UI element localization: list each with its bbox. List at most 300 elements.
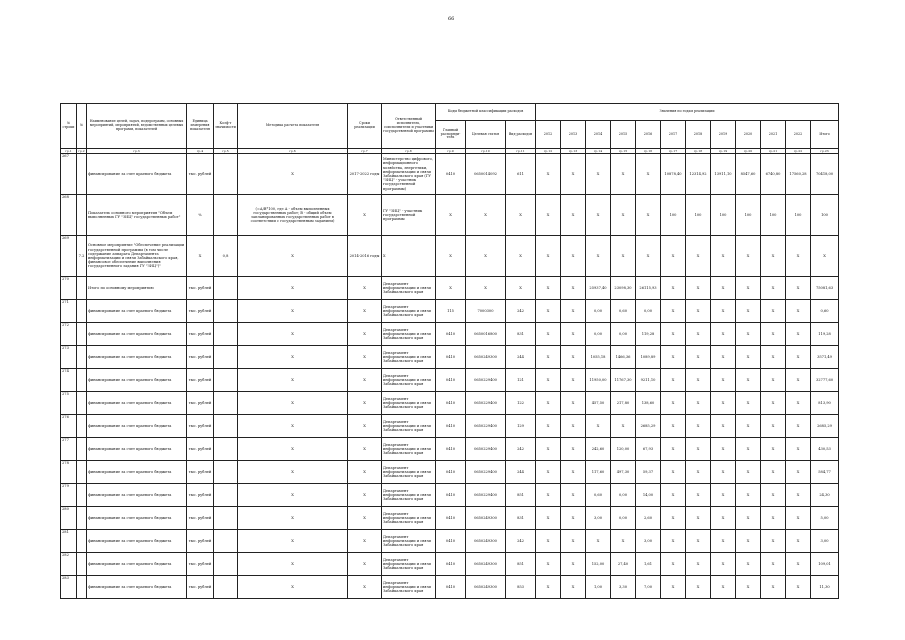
year-value-cell: Х <box>711 369 736 392</box>
year-value-cell: Х <box>536 438 561 461</box>
year-value-cell: Х <box>711 346 736 369</box>
year-value-cell: 2685,29 <box>811 415 839 438</box>
year-value-cell: Х <box>786 576 811 599</box>
method-cell: Х <box>238 438 348 461</box>
header-target: Целевая статья <box>466 121 506 149</box>
year-value-cell: 119,28 <box>811 323 839 346</box>
year-value-cell: Х <box>761 415 786 438</box>
unit-cell: тыс. рублей <box>187 576 214 599</box>
year-value-cell: Х <box>661 461 686 484</box>
year-value-cell: 100 <box>736 195 761 236</box>
header-grbs: Главный распоряди-тель <box>436 121 466 149</box>
year-value-cell: Х <box>561 300 586 323</box>
grbs-cell: 0410 <box>436 415 466 438</box>
method-cell: Х <box>238 346 348 369</box>
term-cell: Х <box>348 553 382 576</box>
header-year: 2017 <box>661 121 686 149</box>
item-number <box>77 484 87 507</box>
header-no: № <box>77 104 87 149</box>
header-method: Методика расчета показателя <box>238 104 348 149</box>
target-cell: 0650249300 <box>466 553 506 576</box>
coef-cell: 0,8 <box>214 236 238 277</box>
header-unit: Единица измерения показателя <box>187 104 214 149</box>
year-value-cell: Х <box>636 236 661 277</box>
term-cell: Х <box>348 438 382 461</box>
column-number: гр.10 <box>466 149 506 154</box>
table-body <box>61 154 839 599</box>
exp-cell: Х <box>506 277 536 300</box>
year-value-cell: Х <box>686 438 711 461</box>
year-value-cell: 584,77 <box>811 461 839 484</box>
column-number: гр.9 <box>436 149 466 154</box>
coef-cell <box>214 576 238 599</box>
grbs-cell: 0410 <box>436 392 466 415</box>
target-cell: 0650249300 <box>466 507 506 530</box>
unit-cell: тыс. рублей <box>187 438 214 461</box>
year-value-cell: Х <box>686 576 711 599</box>
year-value-cell: Х <box>611 154 636 195</box>
year-value-cell: Х <box>536 300 561 323</box>
target-cell: 0650229400 <box>466 392 506 415</box>
year-value-cell: Х <box>561 553 586 576</box>
table-row <box>61 346 839 369</box>
year-value-cell: Х <box>536 415 561 438</box>
year-value-cell: 26115,93 <box>636 277 661 300</box>
header-year: Итого <box>811 121 839 149</box>
coef-cell <box>214 507 238 530</box>
year-value-cell: Х <box>761 484 786 507</box>
unit-cell: тыс. рублей <box>187 369 214 392</box>
year-value-cell: 14,00 <box>636 484 661 507</box>
target-cell: Х <box>466 236 506 277</box>
exp-cell: 851 <box>506 484 536 507</box>
year-value-cell: 2685,29 <box>636 415 661 438</box>
table-row <box>61 438 839 461</box>
row-number: 273 <box>61 346 77 369</box>
year-value-cell: Х <box>536 553 561 576</box>
coef-cell <box>214 530 238 553</box>
grbs-cell: Х <box>436 195 466 236</box>
executor-cell: Департамент информатизации и связи Забайкальского края <box>382 461 436 484</box>
year-value-cell: Х <box>761 236 786 277</box>
column-number: гр.12 <box>536 149 561 154</box>
year-value-cell: 138,60 <box>636 392 661 415</box>
year-value-cell: Х <box>586 154 611 195</box>
year-value-cell: Х <box>711 507 736 530</box>
header-term: Сроки реализации <box>348 104 382 149</box>
exp-cell: Х <box>506 236 536 277</box>
year-value-cell: 0,00 <box>586 300 611 323</box>
header-year: 2012 <box>536 121 561 149</box>
term-cell: Х <box>348 392 382 415</box>
exp-cell: Х <box>506 195 536 236</box>
table-row <box>61 484 839 507</box>
year-value-cell: 8547,60 <box>736 154 761 195</box>
item-number <box>77 346 87 369</box>
row-number: 280 <box>61 507 77 530</box>
year-value-cell: Х <box>761 576 786 599</box>
year-value-cell: 120,00 <box>611 438 636 461</box>
term-cell: 2017-2022 годы <box>348 154 382 195</box>
year-value-cell: Х <box>611 195 636 236</box>
year-value-cell: Х <box>586 236 611 277</box>
year-value-cell: Х <box>686 323 711 346</box>
grbs-cell: 0410 <box>436 369 466 392</box>
year-value-cell: Х <box>661 346 686 369</box>
method-cell: Х <box>238 300 348 323</box>
year-value-cell: Х <box>736 507 761 530</box>
year-value-cell: Х <box>761 323 786 346</box>
year-value-cell: Х <box>736 392 761 415</box>
grbs-cell: 0410 <box>436 346 466 369</box>
year-value-cell: 1466,36 <box>611 346 636 369</box>
year-value-cell: Х <box>536 392 561 415</box>
term-cell: Х <box>348 277 382 300</box>
term-cell: Х <box>348 195 382 236</box>
item-name: финансирование за счет краевого бюджета <box>87 461 187 484</box>
item-number <box>77 323 87 346</box>
year-value-cell: Х <box>736 530 761 553</box>
year-value-cell: Х <box>686 461 711 484</box>
year-value-cell: Х <box>661 530 686 553</box>
header-year: 2020 <box>736 121 761 149</box>
term-cell: Х <box>348 576 382 599</box>
item-number <box>77 300 87 323</box>
year-value-cell: Х <box>686 236 711 277</box>
year-value-cell: Х <box>561 461 586 484</box>
year-value-cell: Х <box>786 415 811 438</box>
header-executor: Ответственный исполнитель, соисполнители и участники государственной программы <box>382 104 436 149</box>
year-value-cell: Х <box>561 236 586 277</box>
year-value-cell: 3,00 <box>811 530 839 553</box>
exp-cell: 129 <box>506 415 536 438</box>
target-cell: 0650229400 <box>466 415 506 438</box>
column-number: гр.18 <box>686 149 711 154</box>
year-value-cell: 217,80 <box>611 392 636 415</box>
method-cell: Х <box>238 484 348 507</box>
year-value-cell: 0,00 <box>586 323 611 346</box>
year-value-cell: 7,00 <box>636 576 661 599</box>
executor-cell: ГУ "ЗИЦ" - участник государственной программы <box>382 195 436 236</box>
year-value-cell: Х <box>661 438 686 461</box>
year-value-cell: Х <box>736 576 761 599</box>
method-cell: Х <box>238 461 348 484</box>
year-value-cell: Х <box>786 507 811 530</box>
year-value-cell: Х <box>586 195 611 236</box>
term-cell: Х <box>348 369 382 392</box>
unit-cell: Х <box>187 236 214 277</box>
year-value-cell: Х <box>761 300 786 323</box>
unit-cell: тыс. рублей <box>187 461 214 484</box>
table-row <box>61 195 839 236</box>
coef-cell <box>214 346 238 369</box>
coef-cell <box>214 369 238 392</box>
table-row <box>61 154 839 195</box>
exp-cell: 242 <box>506 300 536 323</box>
year-value-cell: 0,60 <box>586 484 611 507</box>
item-name: финансирование за счет краевого бюджета <box>87 576 187 599</box>
header-name: Наименование целей, задач, подпрограмм, основных мероприятий, мероприятий, ведомственных целевых программ, показателей <box>87 104 187 149</box>
year-value-cell: Х <box>636 195 661 236</box>
year-value-cell: Х <box>786 236 811 277</box>
year-value-cell: Х <box>561 346 586 369</box>
target-cell: 0650016800 <box>466 323 506 346</box>
year-value-cell: Х <box>711 277 736 300</box>
year-value-cell: Х <box>761 461 786 484</box>
year-value-cell: Х <box>661 392 686 415</box>
executor-cell: Департамент информатизации и связи Забайкальского края <box>382 346 436 369</box>
year-value-cell: 11950,00 <box>586 369 611 392</box>
exp-cell: 242 <box>506 438 536 461</box>
year-value-cell: Х <box>786 484 811 507</box>
grbs-cell: 0410 <box>436 553 466 576</box>
grbs-cell: 0410 <box>436 154 466 195</box>
item-name: финансирование за счет краевого бюджета <box>87 438 187 461</box>
year-value-cell: Х <box>786 392 811 415</box>
executor-cell: Департамент информатизации и связи Забайкальского края <box>382 507 436 530</box>
year-value-cell: Х <box>536 346 561 369</box>
year-value-cell: Х <box>686 369 711 392</box>
method-cell: Х <box>238 392 348 415</box>
item-number <box>77 438 87 461</box>
term-cell: Х <box>348 323 382 346</box>
year-value-cell: Х <box>711 438 736 461</box>
row-number: 278 <box>61 461 77 484</box>
year-value-cell: 0,00 <box>636 300 661 323</box>
unit-cell: тыс. рублей <box>187 154 214 195</box>
year-value-cell: Х <box>536 236 561 277</box>
year-value-cell: Х <box>611 415 636 438</box>
item-number: 7.2 <box>77 236 87 277</box>
item-name: финансирование за счет краевого бюджета <box>87 484 187 507</box>
column-number: гр.20 <box>736 149 761 154</box>
table-row <box>61 415 839 438</box>
executor-cell: Департамент информатизации и связи Забайкальского края <box>382 438 436 461</box>
year-value-cell: Х <box>661 277 686 300</box>
year-value-cell: Х <box>786 346 811 369</box>
year-value-cell: Х <box>761 346 786 369</box>
header-values-group: Значения по годам реализации <box>536 104 839 121</box>
year-value-cell: Х <box>661 369 686 392</box>
executor-cell: Департамент информатизации и связи Забайкальского края <box>382 392 436 415</box>
year-value-cell: Х <box>561 507 586 530</box>
target-cell: 0650229400 <box>466 484 506 507</box>
row-number: 277 <box>61 438 77 461</box>
year-value-cell: Х <box>711 323 736 346</box>
item-name: финансирование за счет краевого бюджета <box>87 300 187 323</box>
year-value-cell: 25937,40 <box>586 277 611 300</box>
row-number: 283 <box>61 576 77 599</box>
unit-cell: тыс. рублей <box>187 553 214 576</box>
executor-cell: Департамент информатизации и связи Забайкальского края <box>382 415 436 438</box>
header-year: 2021 <box>761 121 786 149</box>
executor-cell: Министерство цифрового, информационного хозяйства, энергетики, информатизации и связи Забайкальского края (ГУ "ЗИЦ" - участник государственной программы) <box>382 154 436 195</box>
year-value-cell: Х <box>711 530 736 553</box>
header-year: 2018 <box>686 121 711 149</box>
term-cell: Х <box>348 484 382 507</box>
unit-cell: тыс. рублей <box>187 392 214 415</box>
method-cell: Х <box>238 507 348 530</box>
column-number: гр.14 <box>586 149 611 154</box>
year-value-cell: Х <box>786 369 811 392</box>
unit-cell: тыс. рублей <box>187 300 214 323</box>
year-value-cell: Х <box>786 553 811 576</box>
unit-cell: тыс. рублей <box>187 484 214 507</box>
year-value-cell: Х <box>536 484 561 507</box>
year-value-cell: 0,00 <box>611 323 636 346</box>
year-value-cell: 1089,89 <box>636 346 661 369</box>
year-value-cell: 119,28 <box>636 323 661 346</box>
item-name: финансирование за счет краевого бюджета <box>87 346 187 369</box>
year-value-cell: 6740,80 <box>761 154 786 195</box>
column-number: гр.21 <box>761 149 786 154</box>
item-number <box>77 553 87 576</box>
executor-cell: Департамент информатизации и связи Забайкальского края <box>382 484 436 507</box>
year-value-cell: Х <box>761 369 786 392</box>
year-value-cell: Х <box>661 576 686 599</box>
exp-cell: 611 <box>506 154 536 195</box>
year-value-cell: Х <box>736 236 761 277</box>
column-number: гр.7 <box>348 149 382 154</box>
year-value-cell: Х <box>736 277 761 300</box>
year-value-cell: Х <box>786 438 811 461</box>
item-number <box>77 369 87 392</box>
term-cell: Х <box>348 300 382 323</box>
year-value-cell: Х <box>561 392 586 415</box>
year-value-cell: 430,53 <box>811 438 839 461</box>
method-cell: Х <box>238 553 348 576</box>
coef-cell <box>214 277 238 300</box>
grbs-cell: 115 <box>436 300 466 323</box>
target-cell: 0650249300 <box>466 530 506 553</box>
year-value-cell: 3571,49 <box>811 346 839 369</box>
year-value-cell: 32777,60 <box>811 369 839 392</box>
term-cell: Х <box>348 530 382 553</box>
year-value-cell: Х <box>761 530 786 553</box>
year-value-cell: Х <box>711 300 736 323</box>
target-cell: 7000300 <box>466 300 506 323</box>
year-value-cell: 17560,28 <box>786 154 811 195</box>
year-value-cell: Х <box>761 392 786 415</box>
year-value-cell: Х <box>536 154 561 195</box>
year-value-cell: 497,30 <box>611 461 636 484</box>
method-cell: (=А/В*100, где А - объем выполненных государственных работ; В - общий объем запланированных государственных работ в соответствии с государственным заданием) <box>238 195 348 236</box>
grbs-cell: 0410 <box>436 507 466 530</box>
year-value-cell: Х <box>661 484 686 507</box>
year-value-cell: Х <box>536 195 561 236</box>
term-cell: Х <box>348 346 382 369</box>
coef-cell <box>214 461 238 484</box>
year-value-cell: 100 <box>711 195 736 236</box>
executor-cell: Департамент информатизации и связи Забайкальского края <box>382 323 436 346</box>
grbs-cell: 0410 <box>436 530 466 553</box>
row-number: 269 <box>61 236 77 277</box>
item-name: Основное мероприятие "Обеспечение реализации государственной программы (в том числе содержание аппарата Департамента информатизации и связи Забайкальского края, финансовое обеспечение выполнения государственного задания ГУ "ЗИЦ")" <box>87 236 187 277</box>
table-row <box>61 323 839 346</box>
target-cell: 0650249300 <box>466 576 506 599</box>
method-cell: Х <box>238 277 348 300</box>
year-value-cell: Х <box>786 277 811 300</box>
year-value-cell: 0,00 <box>611 507 636 530</box>
executor-cell: Департамент информатизации и связи Забайкальского края <box>382 300 436 323</box>
year-value-cell: Х <box>736 484 761 507</box>
row-number: 272 <box>61 323 77 346</box>
year-value-cell: Х <box>736 415 761 438</box>
year-value-cell: Х <box>686 530 711 553</box>
column-number: гр.13 <box>561 149 586 154</box>
column-number: гр.6 <box>238 149 348 154</box>
year-value-cell: 0,60 <box>611 300 636 323</box>
year-value-cell: Х <box>636 154 661 195</box>
year-value-cell: Х <box>711 236 736 277</box>
unit-cell: тыс. рублей <box>187 415 214 438</box>
column-number: гр.1 <box>61 149 77 154</box>
year-value-cell: Х <box>736 369 761 392</box>
year-value-cell: Х <box>536 576 561 599</box>
year-value-cell: Х <box>786 530 811 553</box>
year-value-cell: 3,00 <box>586 507 611 530</box>
term-cell: 2014-2016 годы <box>348 236 382 277</box>
item-number <box>77 576 87 599</box>
year-value-cell: 457,50 <box>586 392 611 415</box>
year-value-cell: Х <box>811 236 839 277</box>
year-value-cell: Х <box>536 277 561 300</box>
year-value-cell: Х <box>686 346 711 369</box>
exp-cell: 244 <box>506 461 536 484</box>
year-value-cell: Х <box>711 484 736 507</box>
year-value-cell: 13911,10 <box>711 154 736 195</box>
exp-cell: 831 <box>506 507 536 530</box>
year-value-cell: 100 <box>786 195 811 236</box>
header-year: 2013 <box>561 121 586 149</box>
coef-cell <box>214 300 238 323</box>
year-value-cell: Х <box>611 236 636 277</box>
exp-cell: 244 <box>506 346 536 369</box>
year-value-cell: Х <box>536 461 561 484</box>
unit-cell: тыс. рублей <box>187 507 214 530</box>
item-name: Итого по основному мероприятию <box>87 277 187 300</box>
year-value-cell: 1055,18 <box>586 346 611 369</box>
item-name: финансирование за счет краевого бюджета <box>87 415 187 438</box>
year-value-cell: 242,60 <box>586 438 611 461</box>
year-value-cell: Х <box>761 553 786 576</box>
table-row <box>61 236 839 277</box>
term-cell: Х <box>348 461 382 484</box>
column-number: гр.17 <box>661 149 686 154</box>
exp-cell: 121 <box>506 369 536 392</box>
year-value-cell: Х <box>611 530 636 553</box>
column-number: гр.19 <box>711 149 736 154</box>
year-value-cell: 11767,30 <box>611 369 636 392</box>
exp-cell: 831 <box>506 323 536 346</box>
column-number: гр.4 <box>187 149 214 154</box>
year-value-cell: 67,93 <box>636 438 661 461</box>
executor-cell: Департамент информатизации и связи Забайкальского края <box>382 576 436 599</box>
column-number: гр.2 <box>78 149 85 153</box>
grbs-cell: Х <box>436 277 466 300</box>
table-row <box>61 392 839 415</box>
header-year: 2019 <box>711 121 736 149</box>
row-number: 274 <box>61 369 77 392</box>
year-value-cell: Х <box>561 530 586 553</box>
coef-cell <box>214 323 238 346</box>
column-number: гр.15 <box>611 149 636 154</box>
year-value-cell: Х <box>561 195 586 236</box>
method-cell: Х <box>238 369 348 392</box>
header-codes-group: Коды бюджетной классификации расходов <box>436 104 536 121</box>
coef-cell <box>214 438 238 461</box>
year-value-cell: Х <box>661 415 686 438</box>
